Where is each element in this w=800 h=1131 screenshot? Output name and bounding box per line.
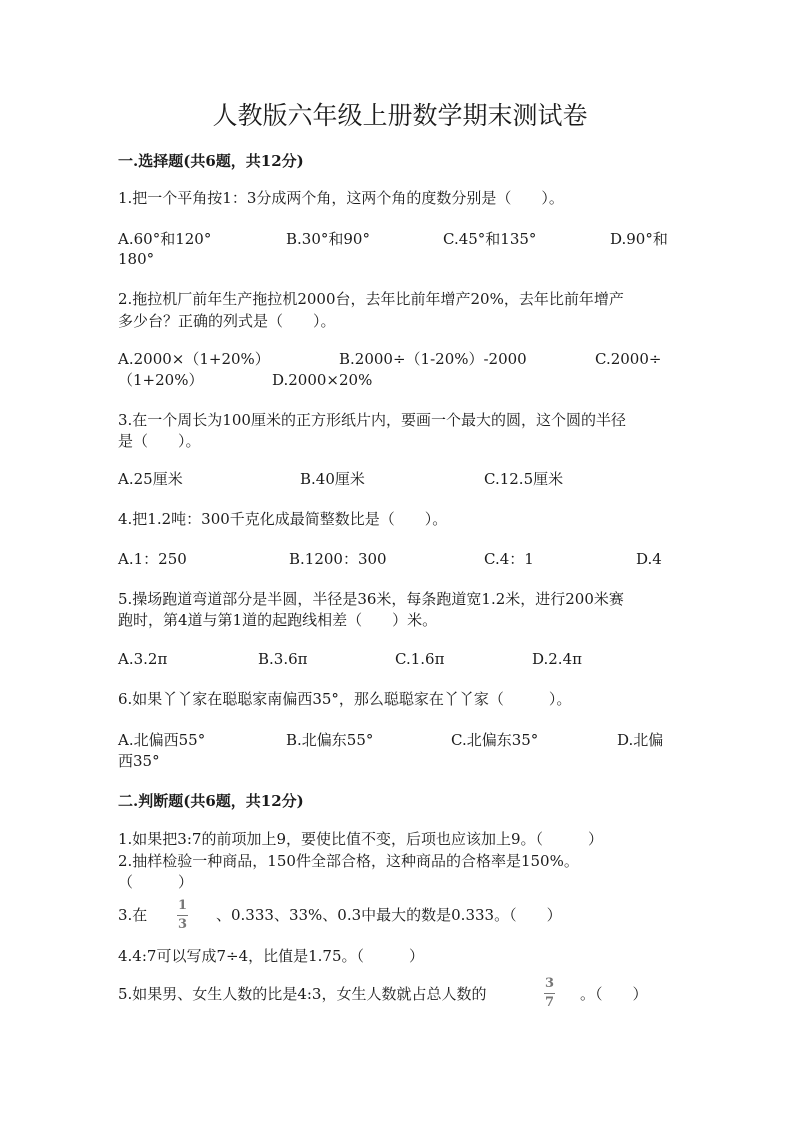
judgement-2-line-1: 2.抽样检验一种商品，150件全部合格，这种商品的合格率是150%。: [118, 852, 579, 870]
q5-option-b: B.3.6π: [258, 650, 308, 668]
q6-option-d-cont: 西35°: [118, 752, 160, 770]
judgement-3-prefix: 3.在: [118, 906, 148, 924]
question-2-line-1: 2.拖拉机厂前年生产拖拉机2000台，去年比前年增产20%，去年比前年增产: [118, 290, 624, 308]
question-4-text: 4.把1.2吨：300千克化成最简整数比是（ ）。: [118, 510, 448, 528]
fraction-bar: [177, 915, 188, 916]
q2-option-a: A.2000×（1+20%）: [118, 350, 270, 368]
section-heading-choice: 一.选择题(共6题，共12分): [118, 152, 304, 170]
judgement-5-suffix: 。（ ）: [580, 985, 648, 1003]
judgement-2-line-2: （ ）: [118, 873, 194, 891]
q6-option-a: A.北偏西55°: [118, 731, 206, 749]
q1-option-b: B.30°和90°: [286, 230, 370, 248]
judgement-1-text: 1.如果把3:7的前项加上9，要使比值不变，后项也应该加上9。（ ）: [118, 830, 604, 848]
question-5-line-2: 跑时，第4道与第1道的起跑线相差（ ）米。: [118, 611, 438, 629]
fraction-denominator: 3: [177, 917, 188, 933]
q1-option-c: C.45°和135°: [443, 230, 537, 248]
q6-option-d: D.北偏: [617, 731, 664, 749]
question-3-line-1: 3.在一个周长为100厘米的正方形纸片内，要画一个最大的圆，这个圆的半径: [118, 411, 626, 429]
q4-option-a: A.1：250: [118, 550, 187, 568]
question-6-text: 6.如果丫丫家在聪聪家南偏西35°，那么聪聪家在丫丫家（ ）。: [118, 690, 572, 708]
question-1-text: 1.把一个平角按1：3分成两个角，这两个角的度数分别是（ ）。: [118, 189, 564, 207]
judgement-4-text: 4.4:7可以写成7÷4，比值是1.75。（ ）: [118, 947, 425, 965]
q5-option-a: A.3.2π: [118, 650, 168, 668]
q1-option-a: A.60°和120°: [118, 230, 212, 248]
section-heading-judgement: 二.判断题(共6题，共12分): [118, 792, 304, 810]
question-5-line-1: 5.操场跑道弯道部分是半圆，半径是36米，每条跑道宽1.2米，进行200米赛: [118, 590, 624, 608]
q2-option-c-cont: （1+20%）: [118, 371, 204, 389]
q4-option-b: B.1200：300: [289, 550, 387, 568]
q3-option-b: B.40厘米: [300, 470, 365, 488]
question-2-line-2: 多少台？正确的列式是（ ）。: [118, 312, 336, 330]
fraction-numerator: 3: [544, 976, 555, 991]
q5-option-d: D.2.4π: [532, 650, 582, 668]
q6-option-c: C.北偏东35°: [451, 731, 539, 749]
q1-option-d-cont: 180°: [118, 250, 155, 268]
fraction-three-sevenths: [544, 977, 555, 1010]
question-3-line-2: 是（ ）。: [118, 432, 201, 450]
judgement-3-suffix: 、0.333、33%、0.3中最大的数是0.333。（ ）: [216, 906, 562, 924]
fraction-one-third: [177, 899, 188, 932]
q4-option-d: D.4: [636, 550, 662, 568]
q2-option-d: D.2000×20%: [272, 371, 373, 389]
fraction-numerator: 1: [177, 898, 188, 913]
fraction-denominator: 7: [544, 995, 555, 1011]
q3-option-a: A.25厘米: [118, 470, 183, 488]
q3-option-c: C.12.5厘米: [484, 470, 564, 488]
q5-option-c: C.1.6π: [395, 650, 445, 668]
fraction-bar: [544, 993, 555, 994]
q6-option-b: B.北偏东55°: [286, 731, 374, 749]
q2-option-b: B.2000÷（1-20%）-2000: [339, 350, 527, 368]
q2-option-c: C.2000÷: [595, 350, 662, 368]
q1-option-d: D.90°和: [610, 230, 668, 248]
page-title: 人教版六年级上册数学期末测试卷: [212, 101, 588, 130]
judgement-5-prefix: 5.如果男、女生人数的比是4:3，女生人数就占总人数的: [118, 985, 487, 1003]
q4-option-c: C.4：1: [484, 550, 534, 568]
